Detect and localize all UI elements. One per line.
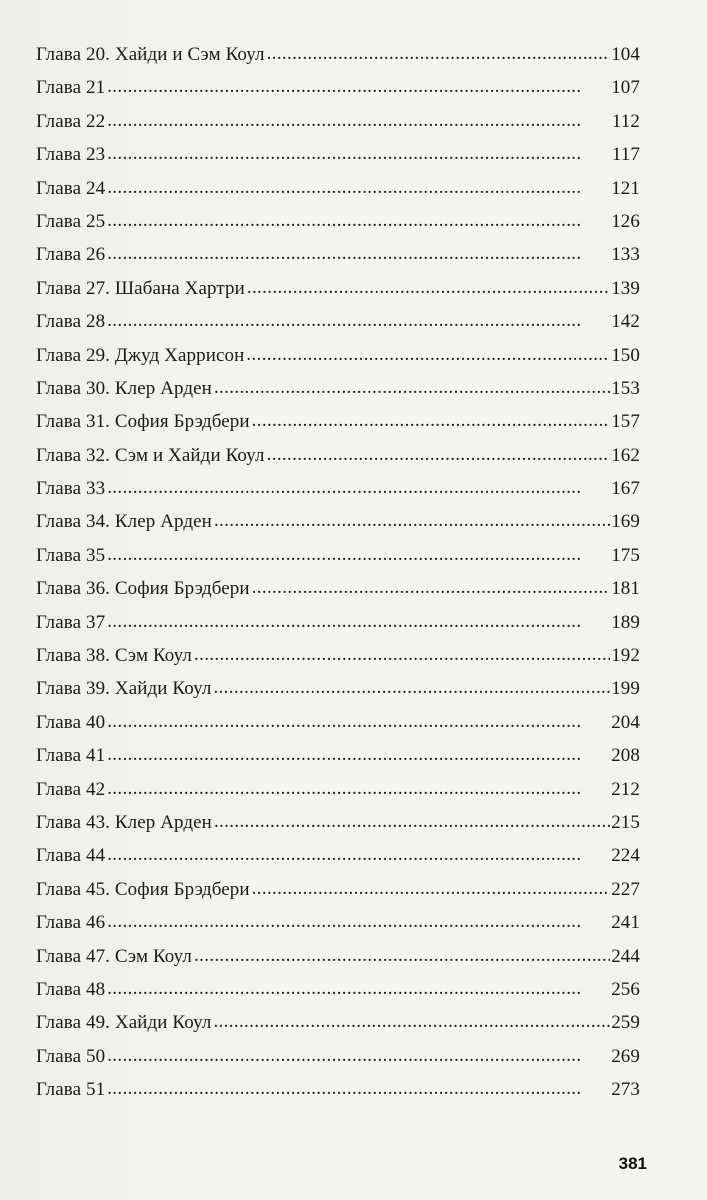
toc-entry-page: 153 [611, 377, 640, 399]
toc-entry [36, 478, 640, 511]
dot-leader [107, 911, 610, 933]
toc-entry [36, 845, 640, 878]
dot-leader [267, 43, 611, 65]
toc-entry-page: 208 [611, 745, 640, 767]
toc-entry-page: 215 [611, 811, 640, 833]
dot-leader [107, 243, 610, 265]
toc-entry-title: Глава 34. Клер Арден [36, 511, 212, 533]
toc-entry-title: Глава 33 [36, 478, 106, 500]
dot-leader [246, 344, 610, 366]
toc-entry [36, 144, 640, 177]
dot-leader [107, 1078, 610, 1100]
toc-entry-page: 104 [611, 44, 640, 65]
page-number: 381 [618, 1154, 647, 1173]
dot-leader [107, 477, 610, 499]
toc-entry-title: Глава 41 [36, 745, 106, 767]
toc-entry [36, 678, 640, 711]
toc-entry [36, 712, 640, 745]
dot-leader [213, 677, 610, 699]
toc-entry-page: 162 [611, 444, 640, 466]
toc-entry [36, 278, 640, 311]
toc-entry [36, 378, 640, 411]
toc-entry-title: Глава 42 [36, 778, 106, 800]
toc-entry [36, 44, 640, 77]
toc-entry-title: Глава 37 [36, 611, 106, 633]
table-of-contents [36, 44, 640, 1113]
dot-leader [247, 277, 610, 299]
toc-entry-page: 212 [611, 778, 640, 800]
toc-entry-page: 169 [611, 511, 640, 533]
toc-entry-title: Глава 20. Хайди и Сэм Коул [36, 44, 265, 65]
toc-entry-title: Глава 31. София Брэдбери [36, 411, 250, 433]
dot-leader [194, 644, 610, 666]
dot-leader [107, 1045, 610, 1067]
toc-entry-page: 241 [611, 912, 640, 934]
toc-entry [36, 111, 640, 144]
dot-leader [107, 978, 610, 1000]
toc-entry-page: 126 [611, 210, 640, 232]
toc-entry [36, 979, 640, 1012]
dot-leader [107, 611, 610, 633]
toc-entry-page: 112 [611, 110, 640, 132]
toc-entry [36, 745, 640, 778]
toc-entry-title: Глава 39. Хайди Коул [36, 678, 212, 700]
toc-entry [36, 779, 640, 812]
dot-leader [107, 76, 610, 98]
dot-leader [107, 110, 611, 132]
dot-leader [107, 744, 610, 766]
toc-entry-page: 107 [611, 77, 640, 99]
toc-entry-title: Глава 27. Шабана Хартри [36, 277, 245, 299]
dot-leader [194, 945, 610, 967]
toc-entry [36, 812, 640, 845]
toc-entry [36, 946, 640, 979]
toc-entry [36, 345, 640, 378]
toc-entry-page: 244 [611, 945, 640, 967]
toc-entry-title: Глава 49. Хайди Коул [36, 1012, 212, 1034]
toc-entry-page: 150 [611, 344, 640, 366]
toc-entry [36, 244, 640, 277]
toc-entry [36, 1046, 640, 1079]
dot-leader [107, 844, 610, 866]
dot-leader [107, 143, 611, 165]
toc-entry-page: 157 [611, 411, 640, 433]
toc-entry-title: Глава 22 [36, 110, 106, 132]
dot-leader [214, 811, 610, 833]
toc-entry-page: 181 [611, 578, 640, 600]
toc-entry-title: Глава 30. Клер Арден [36, 377, 212, 399]
toc-entry-page: 133 [611, 244, 640, 266]
dot-leader [252, 577, 611, 599]
toc-entry [36, 77, 640, 110]
toc-entry-title: Глава 38. Сэм Коул [36, 645, 192, 667]
toc-entry-title: Глава 29. Джуд Харрисон [36, 344, 245, 366]
toc-entry-page: 167 [611, 478, 640, 500]
toc-entry [36, 645, 640, 678]
dot-leader [267, 444, 611, 466]
toc-entry-page: 256 [611, 978, 640, 1000]
toc-entry-title: Глава 24 [36, 177, 106, 199]
dot-leader [107, 177, 610, 199]
toc-entry-title: Глава 43. Клер Арден [36, 811, 212, 833]
toc-entry-title: Глава 40 [36, 711, 106, 733]
toc-entry-title: Глава 26 [36, 244, 106, 266]
toc-entry [36, 879, 640, 912]
dot-leader [107, 544, 610, 566]
toc-entry-title: Глава 36. София Брэдбери [36, 578, 250, 600]
toc-entry [36, 311, 640, 344]
toc-entry-page: 175 [611, 544, 640, 566]
toc-entry-page: 273 [611, 1079, 640, 1101]
dot-leader [214, 377, 610, 399]
toc-entry-title: Глава 21 [36, 77, 106, 99]
toc-entry-title: Глава 45. София Брэдбери [36, 878, 250, 900]
dot-leader [107, 711, 610, 733]
toc-entry [36, 912, 640, 945]
toc-entry-page: 199 [611, 678, 640, 700]
toc-entry-page: 117 [611, 144, 640, 166]
toc-entry-page: 269 [611, 1045, 640, 1067]
toc-entry [36, 612, 640, 645]
toc-entry [36, 178, 640, 211]
toc-entry-title: Глава 35 [36, 544, 106, 566]
dot-leader [252, 410, 611, 432]
dot-leader [107, 778, 610, 800]
toc-entry-title: Глава 25 [36, 210, 106, 232]
dot-leader [252, 878, 611, 900]
toc-entry [36, 1079, 640, 1112]
toc-entry [36, 211, 640, 244]
toc-entry-title: Глава 32. Сэм и Хайди Коул [36, 444, 265, 466]
toc-entry-title: Глава 46 [36, 912, 106, 934]
toc-entry-page: 204 [611, 711, 640, 733]
toc-entry-page: 192 [611, 645, 640, 667]
dot-leader [107, 210, 610, 232]
toc-entry [36, 511, 640, 544]
toc-entry [36, 411, 640, 444]
toc-entry [36, 578, 640, 611]
toc-entry-title: Глава 47. Сэм Коул [36, 945, 192, 967]
toc-entry-title: Глава 44 [36, 845, 106, 867]
toc-entry-title: Глава 23 [36, 144, 106, 166]
toc-entry-page: 224 [611, 845, 640, 867]
toc-entry [36, 445, 640, 478]
dot-leader [214, 510, 610, 532]
toc-entry-page: 142 [611, 311, 640, 333]
dot-leader [107, 310, 610, 332]
toc-entry-page: 227 [611, 878, 640, 900]
toc-entry-title: Глава 50 [36, 1045, 106, 1067]
toc-entry-page: 121 [611, 177, 640, 199]
toc-entry-page: 259 [611, 1012, 640, 1034]
toc-entry-page: 189 [611, 611, 640, 633]
toc-entry-title: Глава 51 [36, 1079, 106, 1101]
toc-entry [36, 1012, 640, 1045]
toc-entry [36, 545, 640, 578]
toc-entry-page: 139 [611, 277, 640, 299]
dot-leader [213, 1011, 610, 1033]
toc-entry-title: Глава 48 [36, 978, 106, 1000]
toc-entry-title: Глава 28 [36, 311, 106, 333]
